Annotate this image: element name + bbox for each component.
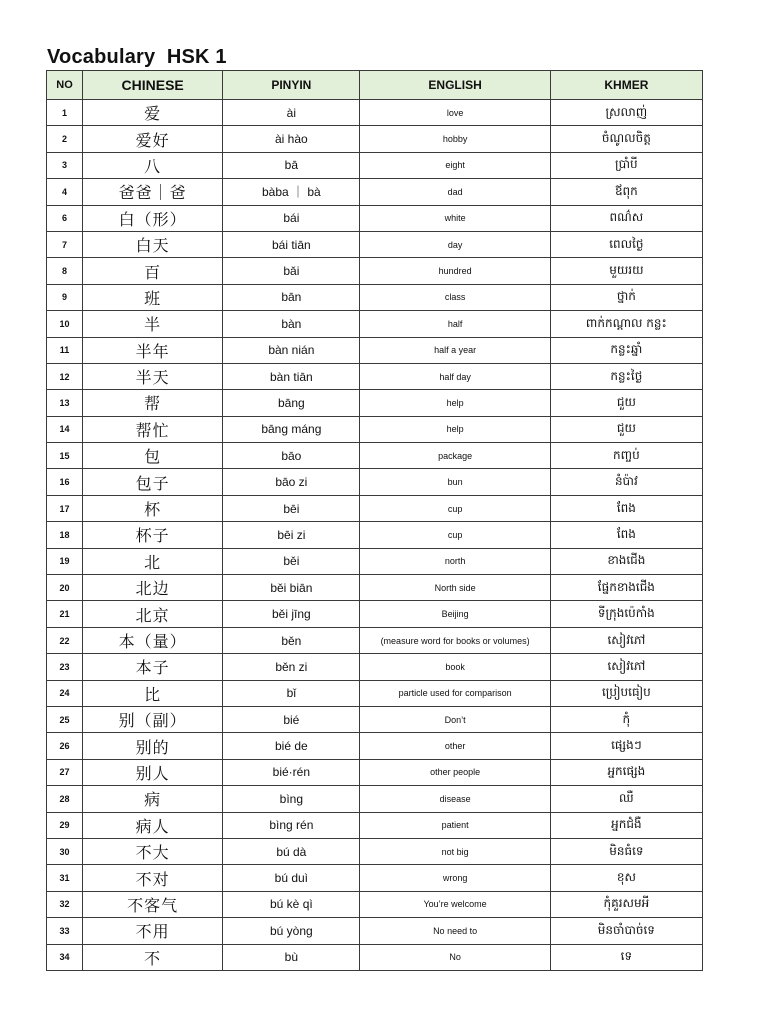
header-row	[47, 71, 703, 100]
cell-chinese: 不对	[83, 865, 223, 891]
cell-no: 18	[47, 522, 83, 548]
column-header-pinyin: PINYIN	[223, 71, 360, 100]
column-header-english: ENGLISH	[360, 71, 550, 100]
cell-english: package	[360, 443, 550, 469]
cell-english: other people	[360, 759, 550, 785]
cell-pinyin: bēi zi	[223, 522, 360, 548]
cell-english: white	[360, 205, 550, 231]
cell-pinyin: ài hào	[223, 126, 360, 152]
cell-pinyin: bā	[223, 152, 360, 178]
table-row	[47, 759, 703, 785]
cell-pinyin: bìng	[223, 786, 360, 812]
table-row	[47, 284, 703, 310]
cell-pinyin: bǐ	[223, 680, 360, 706]
cell-pinyin: běi biān	[223, 575, 360, 601]
column-header-chinese: CHINESE	[83, 71, 223, 100]
cell-chinese: 不	[83, 944, 223, 970]
cell-pinyin: bú duì	[223, 865, 360, 891]
table-row	[47, 258, 703, 284]
cell-chinese: 别（副）	[83, 706, 223, 732]
cell-chinese: 半年	[83, 337, 223, 363]
cell-english: hundred	[360, 258, 550, 284]
cell-english: other	[360, 733, 550, 759]
cell-chinese: 不客气	[83, 891, 223, 917]
table-row	[47, 601, 703, 627]
cell-english: North side	[360, 575, 550, 601]
cell-khmer: អ្នកជំងឺ	[550, 812, 702, 838]
table-row	[47, 865, 703, 891]
table-row	[47, 495, 703, 521]
cell-khmer: កុំ	[550, 706, 702, 732]
cell-pinyin: běi jīng	[223, 601, 360, 627]
cell-chinese: 半	[83, 311, 223, 337]
cell-english: cup	[360, 495, 550, 521]
cell-chinese: 不用	[83, 918, 223, 944]
cell-english: not big	[360, 838, 550, 864]
cell-chinese: 爱好	[83, 126, 223, 152]
cell-chinese: 别人	[83, 759, 223, 785]
cell-no: 26	[47, 733, 83, 759]
cell-no: 27	[47, 759, 83, 785]
cell-no: 6	[47, 205, 83, 231]
cell-pinyin: běn	[223, 627, 360, 653]
cell-english: No need to	[360, 918, 550, 944]
cell-chinese: 本子	[83, 654, 223, 680]
cell-english: Don’t	[360, 706, 550, 732]
cell-english: half	[360, 311, 550, 337]
table-row	[47, 654, 703, 680]
cell-pinyin: bàn	[223, 311, 360, 337]
cell-chinese: 爱	[83, 100, 223, 126]
cell-pinyin: bāng	[223, 390, 360, 416]
table-row	[47, 522, 703, 548]
cell-pinyin: běi	[223, 548, 360, 574]
cell-chinese: 帮	[83, 390, 223, 416]
cell-chinese: 杯子	[83, 522, 223, 548]
cell-khmer: កន្លះថ្ងៃ	[550, 363, 702, 389]
cell-chinese: 包	[83, 443, 223, 469]
cell-english: north	[360, 548, 550, 574]
cell-pinyin: bàba ｜ bà	[223, 179, 360, 205]
cell-no: 15	[47, 443, 83, 469]
cell-pinyin: běn zi	[223, 654, 360, 680]
cell-pinyin: bǎi	[223, 258, 360, 284]
cell-no: 7	[47, 231, 83, 257]
table-row	[47, 311, 703, 337]
table-row	[47, 786, 703, 812]
table-row	[47, 680, 703, 706]
cell-english: You’re welcome	[360, 891, 550, 917]
cell-pinyin: bìng rén	[223, 812, 360, 838]
cell-khmer: សៀវភៅ	[550, 654, 702, 680]
cell-chinese: 北	[83, 548, 223, 574]
cell-chinese: 北边	[83, 575, 223, 601]
cell-english: cup	[360, 522, 550, 548]
cell-pinyin: bié de	[223, 733, 360, 759]
cell-chinese: 百	[83, 258, 223, 284]
cell-no: 30	[47, 838, 83, 864]
cell-chinese: 半天	[83, 363, 223, 389]
cell-pinyin: bāng máng	[223, 416, 360, 442]
cell-chinese: 班	[83, 284, 223, 310]
table-row	[47, 126, 703, 152]
cell-khmer: ពេលថ្ងៃ	[550, 231, 702, 257]
cell-chinese: 白（形）	[83, 205, 223, 231]
table-header	[47, 71, 703, 100]
cell-pinyin: bàn tiān	[223, 363, 360, 389]
cell-chinese: 包子	[83, 469, 223, 495]
cell-khmer: ស្រលាញ់	[550, 100, 702, 126]
cell-khmer: កញ្ចប់	[550, 443, 702, 469]
cell-english: half a year	[360, 337, 550, 363]
cell-english: class	[360, 284, 550, 310]
cell-khmer: ផ្នែកខាងជើង	[550, 575, 702, 601]
cell-no: 22	[47, 627, 83, 653]
cell-pinyin: bāo	[223, 443, 360, 469]
table-row	[47, 918, 703, 944]
cell-no: 10	[47, 311, 83, 337]
cell-english: bun	[360, 469, 550, 495]
cell-english: Beijing	[360, 601, 550, 627]
cell-chinese: 八	[83, 152, 223, 178]
cell-no: 23	[47, 654, 83, 680]
cell-no: 25	[47, 706, 83, 732]
cell-english: love	[360, 100, 550, 126]
cell-no: 21	[47, 601, 83, 627]
cell-english: wrong	[360, 865, 550, 891]
cell-no: 16	[47, 469, 83, 495]
table-row	[47, 469, 703, 495]
cell-khmer: ផ្សេងៗ	[550, 733, 702, 759]
cell-chinese: 病	[83, 786, 223, 812]
cell-english: day	[360, 231, 550, 257]
cell-no: 19	[47, 548, 83, 574]
cell-pinyin: bái tiān	[223, 231, 360, 257]
cell-pinyin: bāo zi	[223, 469, 360, 495]
cell-pinyin: bié·rén	[223, 759, 360, 785]
table-body	[47, 100, 703, 971]
cell-khmer: ខុស	[550, 865, 702, 891]
table-row	[47, 548, 703, 574]
cell-english: disease	[360, 786, 550, 812]
cell-khmer: ឪពុក	[550, 179, 702, 205]
cell-english: help	[360, 416, 550, 442]
column-header-no: NO	[47, 71, 83, 100]
cell-english: (measure word for books or volumes)	[360, 627, 550, 653]
table-row	[47, 733, 703, 759]
cell-khmer: នំប៉ាវ	[550, 469, 702, 495]
cell-no: 34	[47, 944, 83, 970]
table-row	[47, 416, 703, 442]
cell-khmer: ពែង	[550, 522, 702, 548]
cell-pinyin: ài	[223, 100, 360, 126]
cell-khmer: ជួយ	[550, 416, 702, 442]
cell-no: 8	[47, 258, 83, 284]
cell-pinyin: bú yòng	[223, 918, 360, 944]
cell-khmer: អ្នកផ្សេង	[550, 759, 702, 785]
cell-english: help	[360, 390, 550, 416]
cell-no: 29	[47, 812, 83, 838]
cell-no: 32	[47, 891, 83, 917]
cell-no: 31	[47, 865, 83, 891]
cell-pinyin: bān	[223, 284, 360, 310]
table-row	[47, 231, 703, 257]
cell-pinyin: bú kè qì	[223, 891, 360, 917]
cell-khmer: មិនចាំបាច់ទេ	[550, 918, 702, 944]
cell-english: No	[360, 944, 550, 970]
cell-chinese: 本（量）	[83, 627, 223, 653]
table-row	[47, 838, 703, 864]
page-title: Vocabulary HSK 1	[47, 46, 227, 68]
cell-chinese: 北京	[83, 601, 223, 627]
cell-no: 24	[47, 680, 83, 706]
cell-english: patient	[360, 812, 550, 838]
table-row	[47, 944, 703, 970]
cell-english: dad	[360, 179, 550, 205]
cell-no: 3	[47, 152, 83, 178]
cell-khmer: ប្រៀបធៀប	[550, 680, 702, 706]
cell-chinese: 白天	[83, 231, 223, 257]
cell-khmer: មួយរយ	[550, 258, 702, 284]
cell-english: book	[360, 654, 550, 680]
cell-no: 11	[47, 337, 83, 363]
cell-no: 2	[47, 126, 83, 152]
table-row	[47, 812, 703, 838]
cell-khmer: ខាងជើង	[550, 548, 702, 574]
cell-chinese: 病人	[83, 812, 223, 838]
table-row	[47, 443, 703, 469]
table-row	[47, 337, 703, 363]
cell-english: half day	[360, 363, 550, 389]
cell-no: 13	[47, 390, 83, 416]
column-header-khmer: KHMER	[550, 71, 702, 100]
cell-khmer: ឈឺ	[550, 786, 702, 812]
cell-no: 20	[47, 575, 83, 601]
cell-english: particle used for comparison	[360, 680, 550, 706]
cell-khmer: ថ្នាក់	[550, 284, 702, 310]
table-row	[47, 205, 703, 231]
cell-khmer: ប្រាំបី	[550, 152, 702, 178]
cell-no: 17	[47, 495, 83, 521]
cell-khmer: មិនធំទេ	[550, 838, 702, 864]
cell-no: 12	[47, 363, 83, 389]
cell-khmer: ពាក់កណ្ដាល កន្លះ	[550, 311, 702, 337]
cell-khmer: ពែង	[550, 495, 702, 521]
cell-english: eight	[360, 152, 550, 178]
cell-chinese: 不大	[83, 838, 223, 864]
cell-pinyin: bié	[223, 706, 360, 732]
table-row	[47, 891, 703, 917]
cell-pinyin: bàn nián	[223, 337, 360, 363]
table-row	[47, 100, 703, 126]
cell-khmer: កន្លះឆ្នាំ	[550, 337, 702, 363]
cell-pinyin: bù	[223, 944, 360, 970]
cell-khmer: ទេ	[550, 944, 702, 970]
cell-no: 9	[47, 284, 83, 310]
cell-pinyin: bú dà	[223, 838, 360, 864]
cell-no: 1	[47, 100, 83, 126]
cell-no: 28	[47, 786, 83, 812]
cell-chinese: 爸爸｜爸	[83, 179, 223, 205]
cell-chinese: 比	[83, 680, 223, 706]
cell-khmer: ជួយ	[550, 390, 702, 416]
cell-khmer: ចំណូលចិត្ត	[550, 126, 702, 152]
cell-no: 4	[47, 179, 83, 205]
cell-chinese: 杯	[83, 495, 223, 521]
cell-pinyin: bēi	[223, 495, 360, 521]
cell-chinese: 别的	[83, 733, 223, 759]
cell-english: hobby	[360, 126, 550, 152]
table-row	[47, 363, 703, 389]
cell-khmer: ពណ៌ស	[550, 205, 702, 231]
table-row	[47, 152, 703, 178]
table-row	[47, 390, 703, 416]
cell-no: 14	[47, 416, 83, 442]
table-row	[47, 179, 703, 205]
table-row	[47, 575, 703, 601]
cell-no: 33	[47, 918, 83, 944]
cell-khmer: ទីក្រុងប៉េកាំង	[550, 601, 702, 627]
cell-pinyin: bái	[223, 205, 360, 231]
table-row	[47, 706, 703, 732]
vocabulary-table	[46, 70, 703, 971]
cell-chinese: 帮忙	[83, 416, 223, 442]
cell-khmer: សៀវភៅ	[550, 627, 702, 653]
cell-khmer: កុំគួរសមអី	[550, 891, 702, 917]
table-row	[47, 627, 703, 653]
